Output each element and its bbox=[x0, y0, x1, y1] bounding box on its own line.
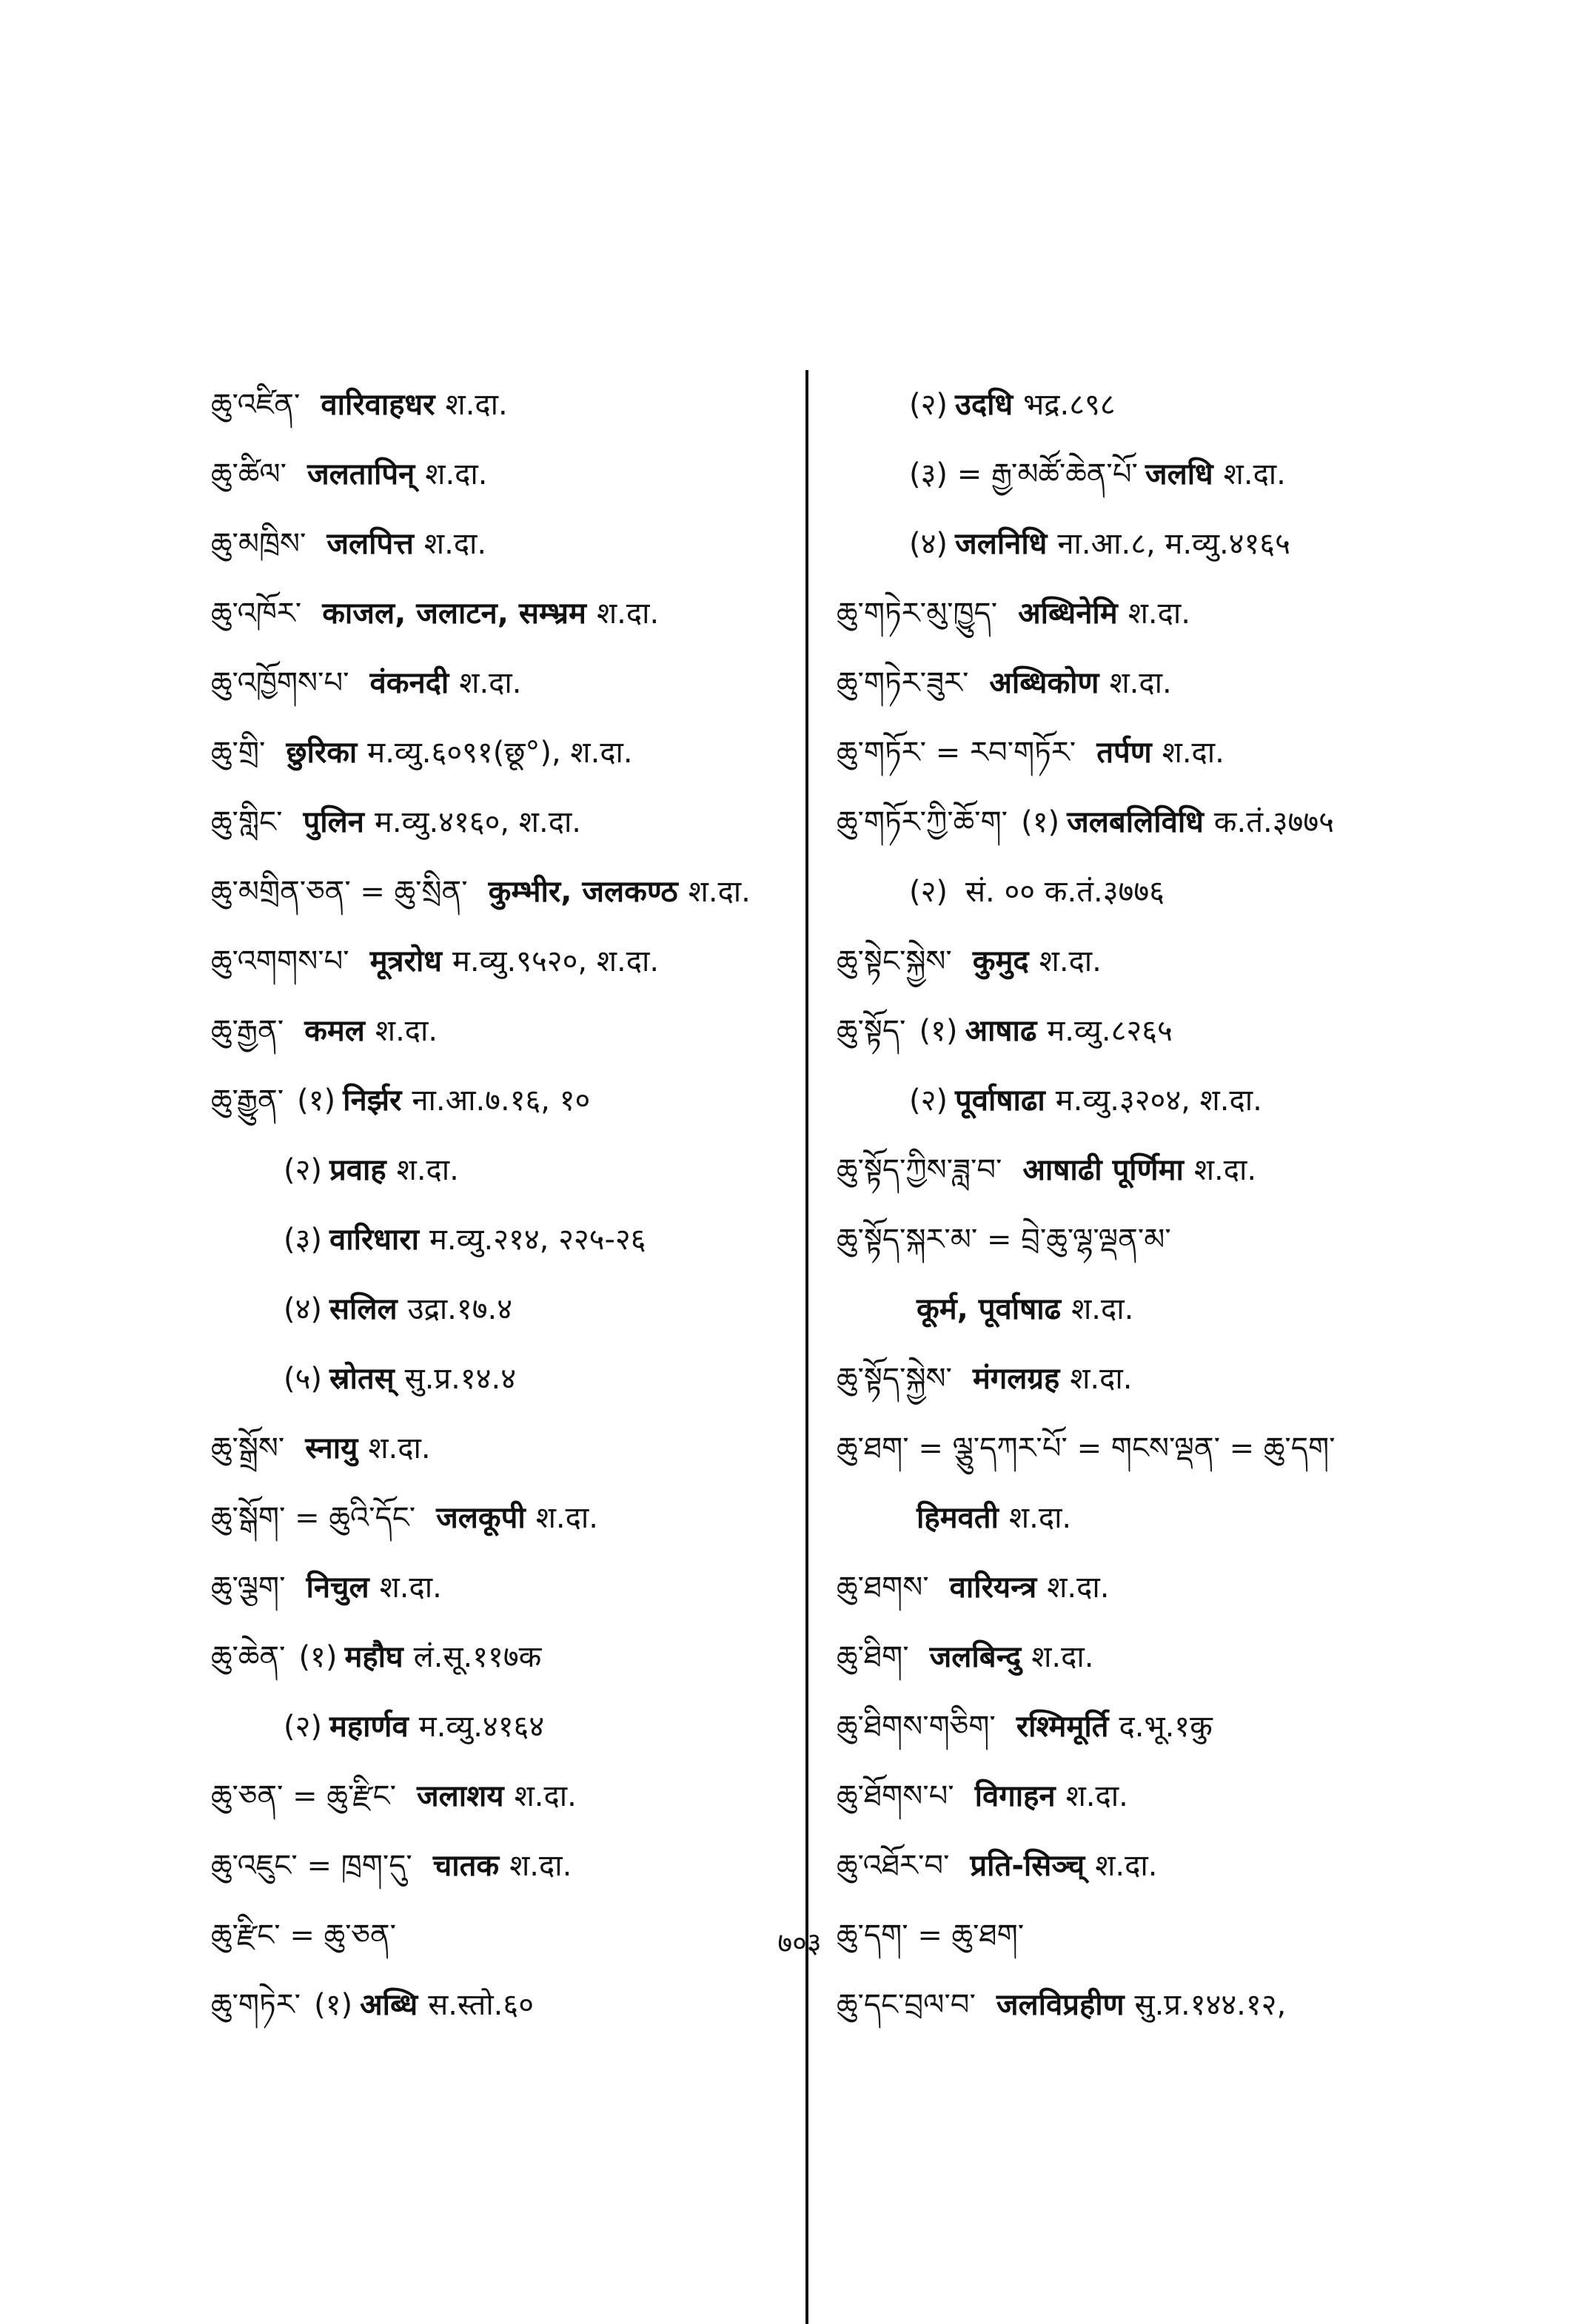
dictionary-entry bbox=[211, 718, 788, 787]
tibetan-headword: ཆུ་ཅན་ = ཆུ་རྫིང་ bbox=[211, 1779, 396, 1813]
tibetan-headword: ཆུ་སྟོད་ཀྱིས་ཟླ་བ་ bbox=[837, 1153, 1002, 1187]
dictionary-entry bbox=[837, 1135, 1429, 1205]
source-reference: श.दा. bbox=[509, 1849, 572, 1883]
tibetan-headword: ཆུ་ཐིགས་གཅིག་ bbox=[837, 1710, 996, 1744]
sanskrit-equivalent: जलबलिविधि bbox=[1067, 805, 1204, 839]
source-reference: म.व्यु.४१६४ bbox=[418, 1710, 545, 1744]
source-reference: सं. ०० क.तं.३७७६ bbox=[965, 875, 1165, 909]
sanskrit-equivalent: सलिल bbox=[329, 1292, 398, 1326]
sense-number: (१) bbox=[1021, 805, 1060, 839]
tibetan-headword: ཆུ་ཐིག་ bbox=[837, 1640, 909, 1674]
sanskrit-equivalent: आषाढी पूर्णिमा bbox=[1022, 1153, 1184, 1187]
sense-number: (१) bbox=[298, 1640, 338, 1674]
column-divider bbox=[805, 370, 808, 2324]
source-reference: श.दा. bbox=[596, 597, 660, 631]
sanskrit-equivalent: निचुल bbox=[306, 1571, 369, 1605]
source-reference: श.दा. bbox=[375, 1014, 438, 1048]
dictionary-entry bbox=[211, 579, 788, 648]
sanskrit-equivalent: जलतापिन् bbox=[307, 457, 415, 491]
sanskrit-equivalent: अब्धिकोण bbox=[989, 666, 1099, 700]
source-reference: श.दा. bbox=[1071, 1292, 1134, 1326]
sanskrit-equivalent: प्रति-सिञ्च् bbox=[970, 1849, 1085, 1883]
dictionary-entry bbox=[837, 1414, 1429, 1483]
dictionary-entry bbox=[211, 927, 788, 996]
dictionary-entry bbox=[211, 1762, 788, 1831]
dictionary-entry bbox=[211, 1622, 788, 1692]
dictionary-entry bbox=[837, 787, 1429, 857]
sanskrit-equivalent: महौघ bbox=[344, 1640, 403, 1674]
dictionary-entry bbox=[837, 1274, 1429, 1344]
sanskrit-equivalent: काजल, जलाटन, सम्भ्रम bbox=[322, 597, 586, 631]
tibetan-headword: ཆུ་སྒོག་ = ཆུའི་དོང་ bbox=[211, 1501, 416, 1535]
dictionary-entry bbox=[837, 1344, 1429, 1414]
tibetan-headword: ཆུ་ཐགས་ bbox=[837, 1571, 929, 1605]
source-reference: श.दा. bbox=[379, 1571, 442, 1605]
dictionary-entry bbox=[837, 857, 1429, 927]
sanskrit-equivalent: विगाहन bbox=[974, 1779, 1056, 1813]
source-reference: श.दा. bbox=[1128, 597, 1190, 631]
dictionary-entry bbox=[837, 1831, 1429, 1901]
sense-number: (२) bbox=[284, 1153, 323, 1187]
tibetan-headword: ཆུ་སྟོད་སྐར་མ་ = བྲེ་ཆུ་ལྷ་ལྡན་མ་ bbox=[837, 1223, 1171, 1257]
dictionary-entry bbox=[837, 996, 1429, 1066]
dictionary-entry bbox=[211, 1066, 788, 1135]
source-reference: भद्र.८९८ bbox=[1023, 388, 1116, 422]
sanskrit-equivalent: चातक bbox=[432, 1849, 500, 1883]
source-reference: उद्रा.१७.४ bbox=[407, 1292, 513, 1326]
sanskrit-equivalent: वारिवाहधर bbox=[321, 388, 435, 422]
tibetan-headword: ཆུ་ཚིལ་ bbox=[211, 457, 287, 491]
source-reference: श.दा. bbox=[1031, 1640, 1094, 1674]
dictionary-entry bbox=[837, 1553, 1429, 1622]
dictionary-entry bbox=[211, 1205, 788, 1274]
tibetan-headword: ཆུ་མཁྲིས་ bbox=[211, 527, 306, 561]
dictionary-entry bbox=[837, 1483, 1429, 1553]
source-reference: श.दा. bbox=[425, 457, 488, 491]
tibetan-headword: ཆུ་གཏེར་ཟུར་ bbox=[837, 666, 969, 700]
source-reference: ना.आ.८, म.व्यु.४१६५ bbox=[1057, 527, 1290, 561]
sanskrit-equivalent: रश्मिमूर्ति bbox=[1016, 1710, 1109, 1744]
source-reference: श.दा. bbox=[1047, 1571, 1110, 1605]
sense-number: (२) bbox=[284, 1710, 323, 1744]
tibetan-headword: ཆུ་འཇུང་ = ཁྲག་དུ་ bbox=[211, 1849, 412, 1883]
source-reference: श.दा. bbox=[1223, 457, 1286, 491]
tibetan-headword: ཆུ་འཐོར་བ་ bbox=[837, 1849, 950, 1883]
dictionary-entry bbox=[837, 509, 1429, 579]
tibetan-headword: ཆུ་གྲི་ bbox=[211, 736, 266, 770]
sanskrit-equivalent: पुलिन bbox=[303, 805, 364, 839]
sanskrit-equivalent: वारियन्त्र bbox=[949, 1571, 1037, 1605]
source-reference: श.दा. bbox=[1109, 666, 1172, 700]
sanskrit-equivalent: पूर्वाषाढा bbox=[955, 1084, 1045, 1118]
source-reference: श.दा. bbox=[1008, 1501, 1072, 1535]
tibetan-headword: ཆུ་འཛིན་ bbox=[211, 388, 301, 422]
source-reference: श.दा. bbox=[535, 1501, 598, 1535]
source-reference: श.दा. bbox=[1070, 1362, 1133, 1396]
source-reference: ना.आ.७.१६, १० bbox=[412, 1084, 591, 1118]
sense-number: (१) bbox=[297, 1084, 336, 1118]
dictionary-entry bbox=[837, 579, 1429, 648]
sanskrit-equivalent: निर्झर bbox=[343, 1084, 402, 1118]
source-reference: श.दा. bbox=[514, 1779, 577, 1813]
dictionary-entry bbox=[211, 1483, 788, 1553]
source-reference: श.दा. bbox=[1039, 944, 1102, 978]
dictionary-entry bbox=[837, 1622, 1429, 1692]
source-reference: श.दा. bbox=[1095, 1849, 1158, 1883]
sense-number: (२) bbox=[909, 388, 948, 422]
dictionary-entry bbox=[211, 1344, 788, 1414]
source-reference: म.व्यु.८२६५ bbox=[1047, 1014, 1173, 1048]
source-reference: श.दा. bbox=[396, 1153, 459, 1187]
tibetan-headword: ཆུ་གཏེར་མུ་ཁྱུད་ bbox=[837, 597, 998, 631]
sense-number: (२) bbox=[909, 1084, 948, 1118]
sanskrit-equivalent: वारिधारा bbox=[329, 1223, 420, 1257]
left-column bbox=[211, 370, 788, 2040]
sense-number: (४) bbox=[909, 527, 948, 561]
dictionary-entry bbox=[837, 1692, 1429, 1762]
tibetan-headword: ཆུ་ཐོགས་པ་ bbox=[837, 1779, 954, 1813]
dictionary-entry bbox=[211, 370, 788, 440]
dictionary-entry bbox=[837, 927, 1429, 996]
source-reference: म.व्यु.९५२०, श.दा. bbox=[452, 944, 660, 978]
source-reference: म.व्यु.४१६०, श.दा. bbox=[374, 805, 582, 839]
dictionary-entry bbox=[837, 1970, 1429, 2040]
sanskrit-equivalent: जलविप्रहीण bbox=[996, 1988, 1125, 2022]
source-reference: सु.प्र.१४.४ bbox=[404, 1362, 517, 1396]
dictionary-entry bbox=[211, 857, 788, 927]
sanskrit-equivalent: जलाशय bbox=[417, 1779, 504, 1813]
source-reference: श.दा. bbox=[445, 388, 508, 422]
right-column bbox=[837, 370, 1429, 2040]
source-reference: क.तं.३७७५ bbox=[1213, 805, 1334, 839]
dictionary-entry bbox=[211, 1553, 788, 1622]
sanskrit-equivalent: अब्धिनेमि bbox=[1018, 597, 1118, 631]
source-reference: म.व्यु.२१४, २२५-२६ bbox=[429, 1223, 646, 1257]
sanskrit-equivalent: वंकनदी bbox=[369, 666, 449, 700]
tibetan-headword: ཆུ་དག་ = ཆུ་ཐག་ bbox=[837, 1918, 1025, 1952]
dictionary-entry bbox=[211, 1970, 788, 2040]
tibetan-headword: ཆུ་ཐག་ = ལྕུ་དཀར་པོ་ = གངས་ལྡན་ = ཆུ་དག་ bbox=[837, 1431, 1336, 1465]
sense-number: (२) bbox=[909, 875, 948, 909]
tibetan-headword: ཆུ་མགྲིན་ཅན་ = ཆུ་སྲིན་ bbox=[211, 875, 468, 909]
tibetan-headword: ཆུ་རྫིང་ = ཆུ་ཅན་ bbox=[211, 1918, 396, 1952]
dictionary-entry bbox=[211, 440, 788, 509]
sanskrit-equivalent: कुमुद bbox=[972, 944, 1029, 978]
dictionary-entry bbox=[211, 1135, 788, 1205]
tibetan-headword: ཆུ་འཁོར་ bbox=[211, 597, 302, 631]
source-reference: श.दा. bbox=[688, 875, 751, 909]
dictionary-entry bbox=[211, 648, 788, 718]
tibetan-headword: ཆུ་འགགས་པ་ bbox=[211, 944, 349, 978]
dictionary-entry bbox=[211, 1414, 788, 1483]
dictionary-entry bbox=[211, 1274, 788, 1344]
sanskrit-equivalent: उदधि bbox=[955, 388, 1014, 422]
sanskrit-equivalent: जलधि bbox=[1145, 457, 1213, 491]
page-number: ७०३ bbox=[777, 1927, 822, 1959]
sanskrit-equivalent: जलकूपी bbox=[436, 1501, 526, 1535]
dictionary-entry bbox=[837, 1066, 1429, 1135]
dictionary-entry bbox=[837, 1901, 1429, 1970]
sanskrit-equivalent: आषाढ bbox=[965, 1014, 1037, 1048]
sanskrit-equivalent: कुम्भीर, जलकण्ठ bbox=[488, 875, 678, 909]
source-reference: स.स्तो.६० bbox=[428, 1988, 534, 2022]
sanskrit-equivalent: कूर्म, पूर्वाषाढ bbox=[917, 1292, 1062, 1326]
sanskrit-equivalent: मंगलग्रह bbox=[972, 1362, 1060, 1396]
tibetan-headword: ཆུ་གཏོར་ཀྱི་ཆོ་ག་ bbox=[837, 805, 1008, 839]
tibetan-headword: ཆུ་སྟོད་ bbox=[837, 1014, 906, 1048]
dictionary-entry bbox=[837, 648, 1429, 718]
source-reference: श.दा. bbox=[1065, 1779, 1128, 1813]
sanskrit-equivalent: जलबिन्दु bbox=[929, 1640, 1022, 1674]
dictionary-entry bbox=[211, 996, 788, 1066]
dictionary-entry bbox=[211, 787, 788, 857]
tibetan-headword: ཆུ་དང་བྲལ་བ་ bbox=[837, 1988, 976, 2022]
dictionary-entry bbox=[211, 1901, 788, 1970]
source-reference: श.दा. bbox=[1162, 736, 1224, 770]
source-reference: म.व्यु.३२०४, श.दा. bbox=[1055, 1084, 1262, 1118]
tibetan-headword: ཆུ་གཏོར་ = རབ་གཏོར་ bbox=[837, 736, 1076, 770]
sense-number: (१) bbox=[919, 1014, 958, 1048]
sanskrit-equivalent: जलनिधि bbox=[955, 527, 1048, 561]
sense-number: (३) bbox=[284, 1223, 323, 1257]
source-reference: लं.सू.११७क bbox=[413, 1640, 542, 1674]
source-reference: श.दा. bbox=[1193, 1153, 1257, 1187]
source-reference: द.भू.१कु bbox=[1119, 1710, 1213, 1744]
sanskrit-equivalent: तर्पण bbox=[1096, 736, 1152, 770]
dictionary-entry bbox=[837, 370, 1429, 440]
dictionary-entry bbox=[211, 509, 788, 579]
source-reference: श.दा. bbox=[459, 666, 522, 700]
source-reference: श.दा. bbox=[368, 1431, 431, 1465]
sanskrit-equivalent: स्रोतस् bbox=[329, 1362, 395, 1396]
source-reference: म.व्यु.६०९१(छू°), श.दा. bbox=[367, 736, 633, 770]
sanskrit-equivalent: स्नायु bbox=[305, 1431, 358, 1465]
dictionary-entry bbox=[837, 1205, 1429, 1274]
sanskrit-equivalent: छुरिका bbox=[286, 736, 358, 770]
dictionary-entry bbox=[837, 440, 1429, 509]
sanskrit-equivalent: अब्धि bbox=[360, 1988, 418, 2022]
tibetan-headword: ཆུ་སྒྲོས་ bbox=[211, 1431, 285, 1465]
sanskrit-equivalent: कमल bbox=[304, 1014, 365, 1048]
tibetan-headword: ཆུ་ཆེན་ bbox=[211, 1640, 286, 1674]
tibetan-headword: ཆུ་འཁྱོགས་པ་ bbox=[211, 666, 349, 700]
sanskrit-equivalent: प्रवाह bbox=[329, 1153, 386, 1187]
source-reference: श.दा. bbox=[423, 527, 487, 561]
sanskrit-equivalent: महार्णव bbox=[329, 1710, 409, 1744]
sanskrit-equivalent: मूत्ररोध bbox=[369, 944, 442, 978]
tibetan-headword: ཆུ་རྒྱན་ bbox=[211, 1014, 284, 1048]
sense-number: (४) bbox=[284, 1292, 323, 1326]
dictionary-entry bbox=[211, 1831, 788, 1901]
tibetan-headword: ཆུ་སྟེང་སྐྱེས་ bbox=[837, 944, 952, 978]
sanskrit-equivalent: जलपित्त bbox=[326, 527, 414, 561]
sense-number: (१) bbox=[314, 1988, 353, 2022]
sense-number: (३) = རྒྱ་མཚོ་ཆེན་པོ་ bbox=[909, 457, 1138, 491]
tibetan-headword: ཆུ་གཏེར་ bbox=[211, 1988, 301, 2022]
dictionary-entry bbox=[837, 1762, 1429, 1831]
tibetan-headword: ཆུ་རྒྱུན་ bbox=[211, 1084, 284, 1118]
sense-number: (५) bbox=[284, 1362, 323, 1396]
sanskrit-equivalent: हिमवती bbox=[917, 1501, 999, 1535]
dictionary-entry bbox=[837, 718, 1429, 787]
tibetan-headword: ཆུ་སྟོད་སྐྱེས་ bbox=[837, 1362, 952, 1396]
tibetan-headword: ཆུ་གླིང་ bbox=[211, 805, 283, 839]
tibetan-headword: ཆུ་ལྕག་ bbox=[211, 1571, 286, 1605]
source-reference: सु.प्र.१४४.१२, bbox=[1134, 1988, 1287, 2022]
dictionary-entry bbox=[211, 1692, 788, 1762]
